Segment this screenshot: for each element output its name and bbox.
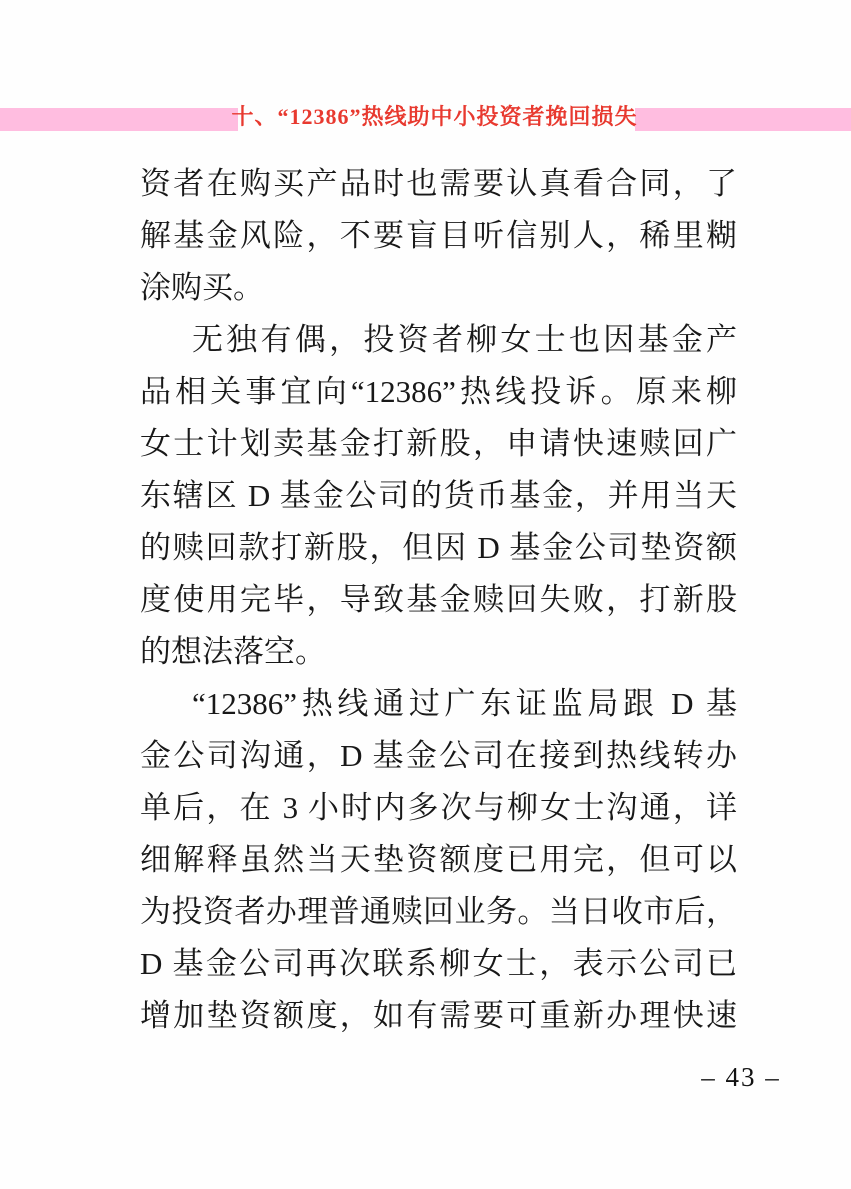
header-rule-right — [635, 108, 851, 131]
text-line: 金公司沟通，D 基金公司在接到热线转办 — [140, 738, 737, 773]
text-line: 解基金风险，不要盲目听信别人，稀里糊 — [140, 218, 737, 253]
text-line: 女士计划卖基金打新股，申请快速赎回广 — [140, 426, 737, 461]
text-line: 细解释虽然当天垫资额度已用完，但可以 — [140, 842, 737, 877]
text-line: “12386”热线通过广东证监局跟 D 基 — [192, 686, 737, 721]
running-head-title: 十、“12386”热线助中小投资者挽回损失 — [231, 104, 638, 129]
page-number: – 43 – — [701, 1062, 781, 1092]
text-line: D 基金公司再次联系柳女士，表示公司已 — [140, 946, 737, 981]
text-line: 东辖区 D 基金公司的货币基金，并用当天 — [140, 478, 737, 513]
text-line: 资者在购买产品时也需要认真看合同，了 — [140, 166, 737, 201]
text-line: 度使用完毕，导致基金赎回失败，打新股 — [140, 582, 737, 617]
text-line: 单后，在 3 小时内多次与柳女士沟通，详 — [140, 790, 737, 825]
text-line: 的赎回款打新股，但因 D 基金公司垫资额 — [140, 530, 737, 565]
header-rule-left — [0, 108, 238, 131]
text-line: 涂购买。 — [140, 270, 264, 305]
text-line: 品相关事宜向“12386”热线投诉。原来柳 — [140, 374, 737, 409]
text-line: 为投资者办理普通赎回业务。当日收市后， — [140, 894, 737, 929]
text-line: 增加垫资额度，如有需要可重新办理快速 — [140, 998, 737, 1033]
text-line: 无独有偶，投资者柳女士也因基金产 — [192, 322, 737, 357]
text-line: 的想法落空。 — [140, 634, 326, 669]
body-text — [140, 158, 737, 1042]
